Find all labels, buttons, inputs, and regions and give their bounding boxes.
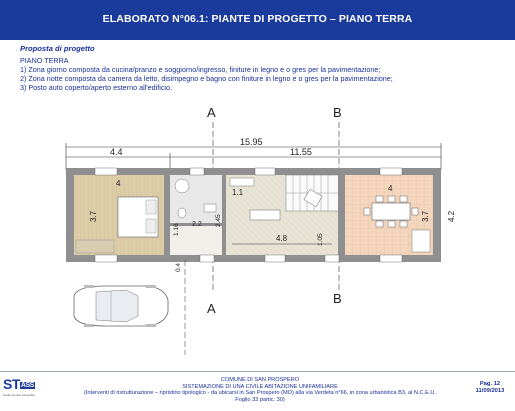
section-a-bottom: A (207, 301, 216, 316)
dim-4-8: 4.8 (276, 234, 288, 243)
section-b-bottom: B (333, 291, 342, 306)
kitchen-width: 4 (388, 184, 393, 193)
dim-left: 4.4 (110, 147, 123, 157)
kitchen-depth: 3.7 (421, 210, 430, 222)
municipality: COMUNE DI SAN PROSPERO (220, 377, 300, 383)
bedroom-width: 4 (116, 179, 121, 188)
page-title: ELABORATO N°06.1: PIANTE DI PROGETTO – PIANO TERRA (102, 13, 413, 25)
project-info (80, 377, 440, 403)
description-line-3: 3) Posto auto coperto/aperto esterno all'edificio. (20, 83, 173, 92)
floor-plan (0, 100, 515, 370)
kitchen-island (250, 210, 280, 220)
car-icon (74, 285, 168, 327)
sink (204, 204, 216, 212)
logo-suffix: ASS (20, 381, 34, 389)
studio-logo (3, 376, 37, 406)
project-detail: (Interventi di ristrutturazione – ripristino tipologico - da ubicarsi in San Prospero (MO) alla via Verdeta n°66, in zona urbanistica B3, al N.C.E.U. Foglio 33 partic. 30) (83, 390, 436, 403)
outer-depth: 4.2 (447, 210, 456, 222)
dim-1-1: 1.1 (232, 188, 244, 197)
dim-right: 11.55 (290, 147, 312, 157)
dim-2-2: 2.2 (192, 221, 202, 228)
counter (230, 178, 254, 186)
section-heading: Proposta di progetto (20, 44, 95, 53)
bedroom-depth: 3.7 (89, 210, 98, 222)
pillow (146, 200, 156, 214)
project-description (20, 44, 500, 92)
project-title: SISTEMAZIONE DI UNA CIVILE ABITAZIONE UNIFAMILIARE (182, 383, 338, 390)
description-line-1: 1) Zona giorno composta da cucina/pranzo e soggiorno/ingresso, finiture in legno e o gres per la pavimentazione; (20, 65, 381, 74)
dim-0-4: 0.4 (175, 262, 182, 272)
wardrobe (76, 240, 114, 253)
page-number: Pag. 12 (479, 381, 501, 387)
dim-total: 15.95 (240, 137, 263, 147)
logo-tagline: studio tecnico associato (3, 393, 35, 397)
dining-table (372, 203, 410, 220)
section-b-top: B (333, 105, 342, 120)
date: 11/09/2013 (475, 388, 505, 394)
pillow (146, 219, 156, 233)
logo-mark: ST (3, 376, 20, 392)
floor-label: PIANO TERRA (20, 56, 69, 65)
description-line-2: 2) Zona notte composta da camera da letto, disimpegno e bagno con finiture in legno e o gres per la pavimentazione; (20, 74, 393, 83)
dim-1-05: 1.05 (317, 233, 324, 246)
title-bar (0, 0, 515, 40)
footer (0, 371, 515, 411)
dim-1-16: 1.16 (173, 223, 180, 236)
shower-tray (175, 179, 189, 193)
toilet (178, 208, 186, 218)
dim-2-45: 2.45 (215, 214, 222, 227)
section-a-top: A (207, 105, 216, 120)
kitchen-counter (412, 230, 430, 252)
page-info (471, 381, 509, 395)
